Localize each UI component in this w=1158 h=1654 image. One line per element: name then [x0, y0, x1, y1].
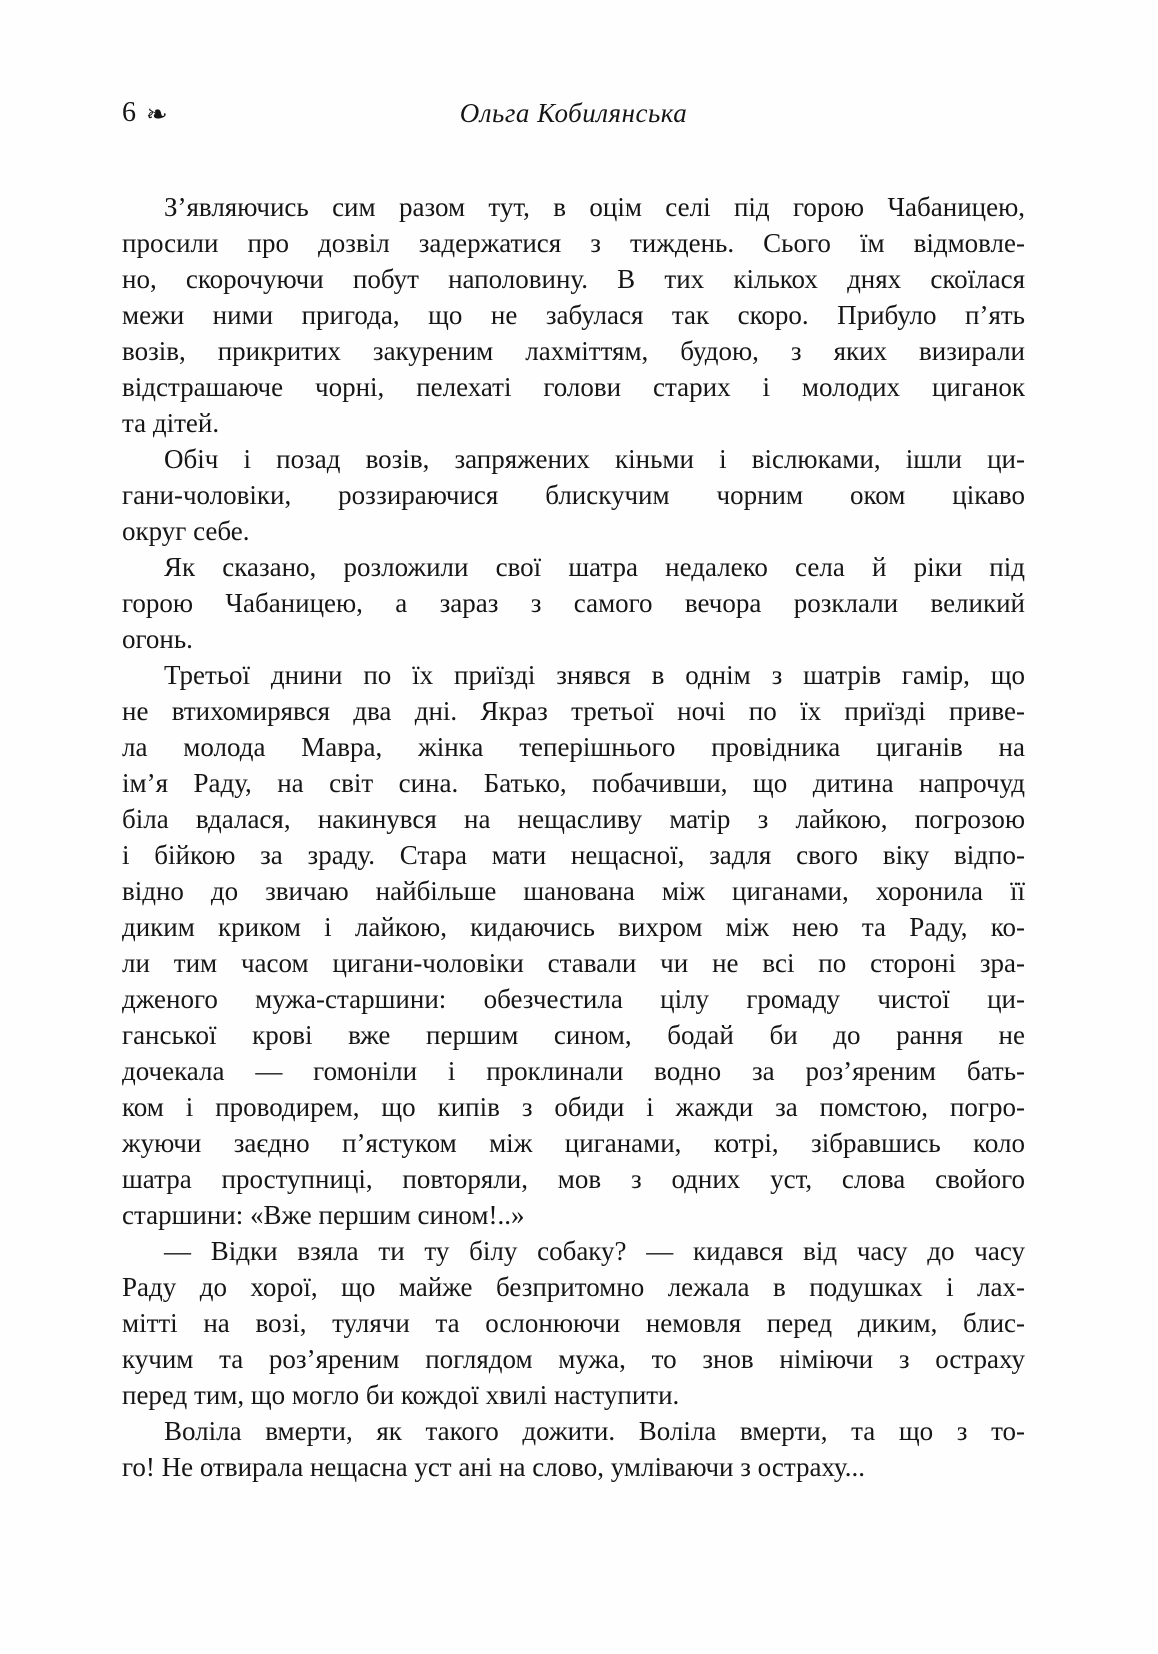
text-line: ла молода Мавра, жінка теперішнього провідника циганів на: [122, 732, 1025, 762]
text-line: Раду до хорої, що майже безпритомно лежала в подушках і лах-: [122, 1272, 1025, 1302]
text-line: дженого мужа-старшини: обезчестила цілу громаду чистої ци-: [122, 984, 1025, 1014]
text-line: Як сказано, розложили свої шатра недалеко села й ріки під: [164, 552, 1025, 582]
paragraph: [122, 441, 1025, 549]
text-line: перед тим, що могло би кождої хвилі наступити.: [122, 1380, 680, 1410]
fleuron-icon: ❧: [146, 100, 168, 130]
text-line: Третьої днини по їх приїзді знявся в однім з шатрів гамір, що: [164, 660, 1025, 690]
text-line: горою Чабаницею, а зараз з самого вечора розклали великий: [122, 588, 1025, 618]
text-line: та дітей.: [122, 408, 220, 438]
page-number-group: [122, 94, 168, 132]
text-line: Обіч і позад возів, запряжених кіньми і віслюками, ішли ци-: [164, 444, 1025, 474]
text-line: не втихомирявся два дні. Якраз третьої ночі по їх приїзді приве-: [122, 696, 1025, 726]
text-line: но, скорочуючи побут наполовину. В тих кількох днях скоїлася: [122, 264, 1025, 294]
paragraph: [122, 657, 1025, 1233]
text-line: ім’я Раду, на світ сина. Батько, побачивши, що дитина напрочуд: [122, 768, 1025, 798]
text-line: жуючи заєдно п’ястуком між циганами, котрі, зібравшись коло: [122, 1128, 1025, 1158]
text-line: дочекала — гомоніли і проклинали водно за роз’яреним бать-: [122, 1056, 1025, 1086]
text-line: і бійкою за зраду. Стара мати нещасної, задля свого віку відпо-: [122, 840, 1025, 870]
text-line: відстрашаюче чорні, пелехаті голови старих і молодих циганок: [122, 372, 1025, 402]
text-line: ком і проводирем, що кипів з обиди і жажди за помстою, погро-: [122, 1092, 1025, 1122]
text-line: диким криком і лайкою, кидаючись вихром між нею та Раду, ко-: [122, 912, 1025, 942]
text-line: огонь.: [122, 624, 193, 654]
text-line: старшини: «Вже першим сином!..»: [122, 1200, 525, 1230]
text-line: возів, прикритих закуреним лахміттям, будою, з яких визирали: [122, 336, 1025, 366]
text-line: Воліла вмерти, як такого дожити. Воліла вмерти, та що з то-: [164, 1416, 1025, 1446]
running-title: Ольга Кобилянська: [459, 98, 688, 128]
paragraph: [122, 549, 1025, 657]
text-line: мітті на возі, тулячи та ослонюючи немовля перед диким, блис-: [122, 1308, 1025, 1338]
text-line: округ себе.: [122, 516, 250, 546]
text-line: кучим та роз’яреним поглядом мужа, то знов німіючи з остраху: [122, 1344, 1025, 1374]
text-line: гани-чоловіки, роззираючися блискучим чорним оком цікаво: [122, 480, 1025, 510]
text-line: просили про дозвіл задержатися з тиждень. Сього їм відмовле-: [122, 228, 1025, 258]
text-line: відно до звичаю найбільше шанована між циганами, хоронила її: [122, 876, 1025, 906]
paragraph: [122, 1413, 1025, 1485]
paragraph: [122, 1233, 1025, 1413]
text-line: З’являючись сим разом тут, в оцім селі під горою Чабаницею,: [164, 192, 1025, 222]
page-header: [122, 94, 1025, 132]
text-line: го! Не отвирала нещасна уст ані на слово, умліваючи з остраху...: [122, 1452, 865, 1482]
paragraph: [122, 189, 1025, 441]
text-line: ли тим часом цигани-чоловіки ставали чи не всі по стороні зра-: [122, 948, 1025, 978]
text-line: ганської крові вже першим сином, бодай би до рання не: [122, 1020, 1025, 1050]
page-number: 6: [122, 97, 136, 128]
text-line: межи ними пригода, що не забулася так скоро. Прибуло п’ять: [122, 300, 1025, 330]
text-line: біла вдалася, накинувся на нещасливу матір з лайкою, погрозою: [122, 804, 1025, 834]
text-line: шатра проступниці, повторяли, мов з одних уст, слова свойого: [122, 1164, 1025, 1194]
text-line: — Відки взяла ти ту білу собаку? — кидався від часу до часу: [164, 1236, 1025, 1266]
text-body: [122, 189, 1025, 1485]
